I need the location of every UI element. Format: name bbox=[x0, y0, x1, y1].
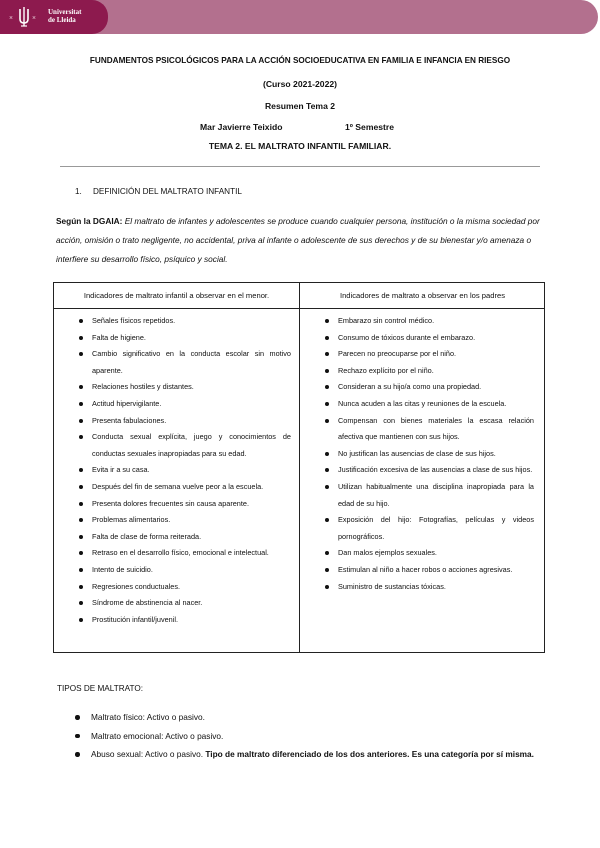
summary-label: Resumen Tema 2 bbox=[264, 101, 336, 111]
parent-indicators-list bbox=[322, 313, 534, 595]
list-item: Parecen no preocuparse por el niño. bbox=[322, 346, 534, 363]
svg-text:×: × bbox=[32, 14, 36, 22]
type-sexual-abuse-note: Tipo de maltrato diferenciado de los dos anteriores. Es una categoría por sí misma. bbox=[205, 749, 534, 759]
list-item: Consideran a su hijo/a como una propiedad. bbox=[322, 379, 534, 396]
list-item: Conducta sexual explícita, juego y conocimientos de conductas sexuales inapropiadas para su edad. bbox=[76, 429, 291, 462]
list-item: Exposición del hijo: Fotografías, películas y videos pornográficos. bbox=[322, 512, 534, 545]
university-crest-icon bbox=[8, 6, 48, 28]
semester-label: 1º Semestre bbox=[345, 122, 395, 132]
logo-line-2: de Lleida bbox=[48, 16, 76, 24]
list-item: No justifican las ausencias de clase de sus hijos. bbox=[322, 446, 534, 463]
column-divider bbox=[299, 283, 300, 652]
types-list bbox=[75, 708, 545, 764]
list-item: Presenta fabulaciones. bbox=[76, 413, 291, 430]
list-item: Maltrato emocional: Activo o pasivo. bbox=[75, 727, 545, 746]
list-item: Prostitución infantil/juvenil. bbox=[76, 612, 291, 629]
list-item: Regresiones conductuales. bbox=[76, 579, 291, 596]
list-item bbox=[75, 745, 545, 764]
header-child-indicators: Indicadores de maltrato infantil a observar en el menor. bbox=[83, 291, 270, 300]
indicators-table bbox=[53, 282, 545, 653]
course-year: (Curso 2021-2022) bbox=[262, 79, 338, 89]
list-item: Justificación excesiva de las ausencias a clase de sus hijos. bbox=[322, 462, 534, 479]
definition-source: Según la DGAIA: bbox=[56, 216, 123, 226]
section-title: DEFINICIÓN DEL MALTRATO INFANTIL bbox=[93, 187, 242, 196]
header-parent-indicators: Indicadores de maltrato a observar en los padres bbox=[339, 291, 506, 300]
child-indicators-list bbox=[76, 313, 291, 628]
types-heading: TIPOS DE MALTRATO: bbox=[57, 684, 143, 693]
university-logo bbox=[0, 0, 108, 34]
list-item: Consumo de tóxicos durante el embarazo. bbox=[322, 330, 534, 347]
list-item: Nunca acuden a las citas y reuniones de la escuela. bbox=[322, 396, 534, 413]
list-item: Estimulan al niño a hacer robos o acciones agresivas. bbox=[322, 562, 534, 579]
section-heading bbox=[75, 187, 242, 196]
list-item: Señales físicos repetidos. bbox=[76, 313, 291, 330]
list-item: Cambio significativo en la conducta escolar sin motivo aparente. bbox=[76, 346, 291, 379]
list-item: Actitud hipervigilante. bbox=[76, 396, 291, 413]
section-number: 1. bbox=[75, 187, 82, 196]
list-item: Falta de higiene. bbox=[76, 330, 291, 347]
logo-line-1: Universitat bbox=[48, 8, 82, 16]
type-sexual-abuse: Abuso sexual: Activo o pasivo. bbox=[91, 749, 204, 759]
list-item: Compensan con bienes materiales la escasa relación afectiva que mantienen con sus hijos. bbox=[322, 413, 534, 446]
list-item: Falta de clase de forma reiterada. bbox=[76, 529, 291, 546]
list-item: Embarazo sin control médico. bbox=[322, 313, 534, 330]
list-item: Rechazo explícito por el niño. bbox=[322, 363, 534, 380]
list-item: Síndrome de abstinencia al nacer. bbox=[76, 595, 291, 612]
list-item: Utilizan habitualmente una disciplina inapropiada para la edad de su hijo. bbox=[322, 479, 534, 512]
university-name bbox=[48, 8, 81, 24]
list-item: Intento de suicidio. bbox=[76, 562, 291, 579]
definition-paragraph bbox=[56, 212, 546, 269]
list-item: Después del fin de semana vuelve peor a la escuela. bbox=[76, 479, 291, 496]
list-item: Presenta dolores frecuentes sin causa aparente. bbox=[76, 496, 291, 513]
list-item: Evita ir a su casa. bbox=[76, 462, 291, 479]
document-title: FUNDAMENTOS PSICOLÓGICOS PARA LA ACCIÓN SOCIOEDUCATIVA EN FAMILIA E INFANCIA EN RIESGO bbox=[89, 56, 511, 65]
theme-title: TEMA 2. EL MALTRATO INFANTIL FAMILIAR. bbox=[208, 141, 392, 151]
list-item: Problemas alimentarios. bbox=[76, 512, 291, 529]
list-item: Suministro de sustancias tóxicas. bbox=[322, 579, 534, 596]
svg-text:×: × bbox=[9, 14, 13, 22]
definition-text: El maltrato de infantes y adolescentes se produce cuando cualquier persona, institución o la misma sociedad por acción, omisión o trato negligente, no accidental, priva al infante o adolescente de sus derechos y de su bienestar y/o amenaza o interfiere su desarrollo físico, psíquico y social. bbox=[56, 216, 540, 264]
list-item: Relaciones hostiles y distantes. bbox=[76, 379, 291, 396]
list-item: Retraso en el desarrollo físico, emocional e intelectual. bbox=[76, 545, 291, 562]
list-item: Maltrato físico: Activo o pasivo. bbox=[75, 708, 545, 727]
author-name: Mar Javierre Teixido bbox=[200, 122, 283, 132]
divider bbox=[60, 166, 540, 167]
header-banner bbox=[0, 0, 598, 34]
list-item: Dan malos ejemplos sexuales. bbox=[322, 545, 534, 562]
